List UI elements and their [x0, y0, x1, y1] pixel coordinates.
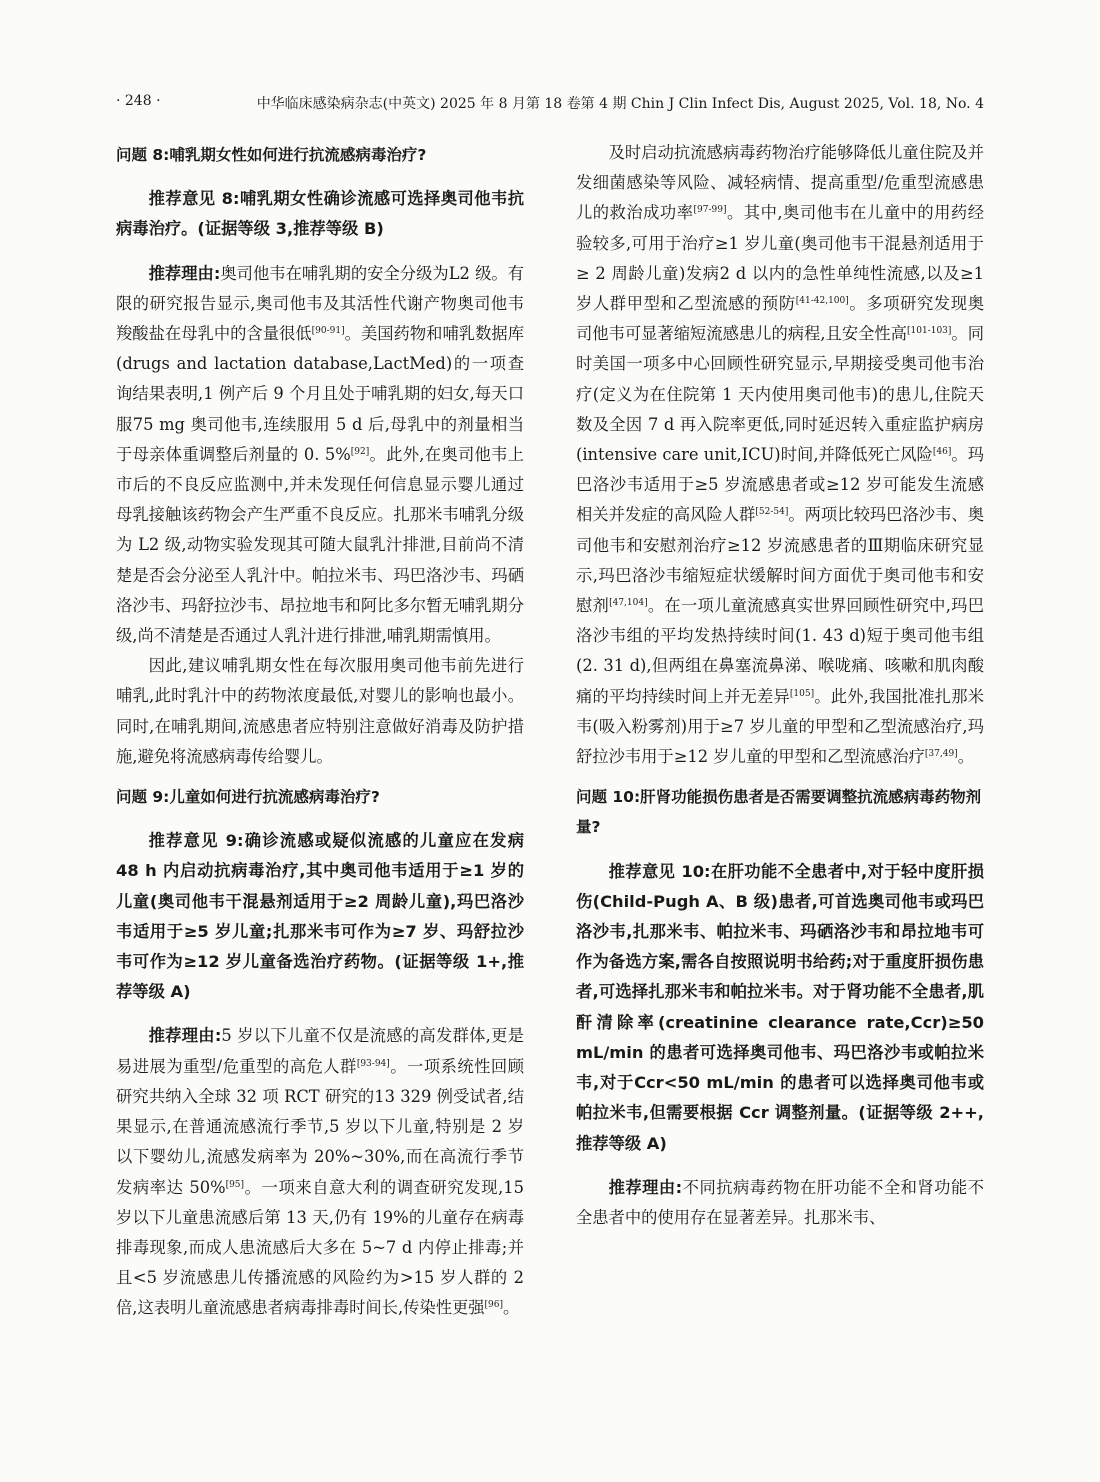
citation: [52-54]: [755, 507, 789, 518]
reason-9-text: 。一项系统性回顾研究共纳入全球 32 项 RCT 研究的13 329 例受试者,结果显示,在普通流感流行季节,5 岁以下儿童,特别是 2 岁以下婴幼儿,流感发病率为 20%~30%,而在高流行季节发病率达 50%: [116, 1056, 524, 1197]
body-text: 。玛巴洛沙韦适用于≥5 岁流感患者或≥12 岁可能发生流感相关并发症的高风险人群: [576, 445, 984, 525]
recommendation-10: 推荐意见 10:在肝功能不全患者中,对于轻中度肝损伤(Child-Pugh A、B 级)患者,可首选奥司他韦或玛巴洛沙韦,扎那米韦、帕拉米韦、玛硒洛沙韦和昂拉地韦可作为备选方案,需各自按照说明书给药;对于重度肝损伤患者,可选择扎那米韦和帕拉米韦。对于肾功能不全患者,肌酐清除率(creatinine clearance rate,Ccr)≥50 mL/min 的患者可选择奥司他韦、玛巴洛沙韦或帕拉米韦,对于Ccr<50 mL/min 的患者可以选择奥司他韦或帕拉米韦,但需要根据 Ccr 调整剂量。(证据等级 2++,推荐等级 A): [576, 861, 984, 1153]
left-column: [116, 138, 524, 1324]
right-column: [576, 138, 984, 1233]
citation: [41-42,100]: [795, 296, 849, 307]
citation: [93-94]: [356, 1058, 390, 1069]
citation: [105]: [789, 688, 815, 699]
reason-10: [576, 1173, 984, 1233]
reason-8-text: 奥司他韦在哺乳期的安全分级为L2 级。有限的研究报告显示,奥司他韦及其活性代谢产物奥司他韦羧酸盐在母乳中的含量很低: [116, 263, 524, 344]
body-text: 。多项研究发现奥司他韦可显著缩短流感患儿的病程,且安全性高: [576, 294, 984, 344]
citation: [97-99]: [693, 205, 727, 216]
citation: [47,104]: [609, 598, 648, 609]
citation: [96]: [484, 1300, 504, 1311]
body-text: 。其中,奥司他韦在儿童中的用药经验较多,可用于治疗≥1 岁儿童(奥司他韦干混悬剂适用于≥ 2 周龄儿童)发病2 d 以内的急性单纯性流感,以及≥1 岁人群甲型和乙型流感的预防: [576, 203, 984, 314]
body-text: 。两项比较玛巴洛沙韦、奥司他韦和安慰剂治疗≥12 岁流感患者的Ⅲ期临床研究显示,玛巴洛沙韦缩短症状缓解时间方面优于奥司他韦和安慰剂: [576, 505, 984, 616]
citation: [37,49]: [924, 749, 958, 760]
paragraph-8-conclusion: 因此,建议哺乳期女性在每次服用奥司他韦前先进行哺乳,此时乳汁中的药物浓度最低,对婴儿的影响也最小。同时,在哺乳期间,流感患者应特别注意做好消毒及防护措施,避免将流感病毒传给婴儿。: [116, 656, 524, 766]
body-text: 。此外,我国批准扎那米韦(吸入粉雾剂)用于≥7 岁儿童的甲型和乙型流感治疗,玛舒拉沙韦用于≥12 岁儿童的甲型和乙型流感治疗: [576, 686, 984, 767]
question-9-heading: 问题 9:儿童如何进行抗流感病毒治疗?: [116, 788, 380, 807]
citation: [92]: [350, 446, 370, 457]
reason-8-text: 。美国药物和哺乳数据库(drugs and lactation database,LactMed)的一项查询结果表明,1 例产后 9 个月且处于哺乳期的妇女,每天口服75 mg 奥司他韦,连续服用 5 d 后,母乳中的剂量相当于母亲体重调整后剂量的 0. 5%: [116, 324, 524, 464]
reason-9: [116, 1021, 524, 1323]
question-10-heading: 问题 10:肝肾功能损伤患者是否需要调整抗流感病毒药物剂量?: [576, 788, 982, 837]
journal-citation: 中华临床感染病杂志(中英文) 2025 年 8 月第 18 卷第 4 期 Chin J Clin Infect Dis, August 2025, Vol. 18, No. 4: [256, 96, 984, 112]
reason-8: [116, 259, 524, 652]
running-header: [116, 93, 984, 115]
reason-9-text: 。: [503, 1298, 520, 1318]
reason-9-text: 。一项来自意大利的调查研究发现,15 岁以下儿童患流感后第 13 天,仍有 19%的儿童存在病毒排毒现象,而成人患流感后大多在 5~7 d 内停止排毒;并且<5 岁流感患儿传播流感的风险约为>15 岁人群的 2 倍,这表明儿童流感患者病毒排毒时间长,传染性更强: [116, 1177, 524, 1318]
body-text: 及时启动抗流感病毒药物治疗能够降低儿童住院及并发细菌感染等风险、减轻病情、提高重型/危重型流感患儿的救治成功率: [576, 143, 984, 223]
question-8-heading: 问题 8:哺乳期女性如何进行抗流感病毒治疗?: [116, 146, 427, 164]
citation: [90-91]: [311, 326, 345, 337]
body-text: 。: [957, 747, 974, 767]
page-number: · 248 ·: [116, 93, 161, 109]
paragraph-9-treatment: [576, 138, 984, 772]
citation: [101-103]: [906, 326, 952, 337]
citation: [46]: [932, 447, 952, 458]
reason-label: 推荐理由:: [148, 1026, 222, 1046]
reason-10-text: 不同抗病毒药物在肝功能不全和肾功能不全患者中的使用存在显著差异。扎那米韦、: [576, 1177, 984, 1227]
citation: [95]: [225, 1179, 245, 1190]
body-text: 。在一项儿童流感真实世界回顾性研究中,玛巴洛沙韦组的平均发热持续时间(1. 43 d)短于奥司他韦组(2. 31 d),但两组在鼻塞流鼻涕、喉咙痛、咳嗽和肌肉酸痛的平均持续时间上并无差异: [576, 596, 984, 706]
reason-9-text: 5 岁以下儿童不仅是流感的高发群体,更是易进展为重型/危重型的高危人群: [116, 1026, 524, 1076]
recommendation-8: 推荐意见 8:哺乳期女性确诊流感可选择奥司他韦抗病毒治疗。(证据等级 3,推荐等级 B): [116, 189, 524, 239]
reason-label: 推荐理由:: [608, 1177, 683, 1197]
reason-label: 推荐理由:: [148, 263, 221, 283]
reason-8-text: 。此外,在奥司他韦上市后的不良反应监测中,并未发现任何信息显示婴儿通过母乳接触该药物会产生严重不良反应。扎那米韦哺乳分级为 L2 级,动物实验发现其可随大鼠乳汁排泄,目前尚不清楚是否会分泌至人乳汁中。帕拉米韦、玛巴洛沙韦、玛硒洛沙韦、玛舒拉沙韦、昂拉地韦和阿比多尔暂无哺乳期分级,尚不清楚是否通过人乳汁进行排泄,哺乳期需慎用。: [116, 444, 524, 646]
recommendation-9: 推荐意见 9:确诊流感或疑似流感的儿童应在发病 48 h 内启动抗病毒治疗,其中奥司他韦适用于≥1 岁的儿童(奥司他韦干混悬剂适用于≥2 周龄儿童),玛巴洛沙韦适用于≥5 岁儿童;扎那米韦可作为≥7 岁、玛舒拉沙韦可作为≥12 岁儿童备选治疗药物。(证据等级 1+,推荐等级 A): [116, 831, 524, 1002]
body-text: 。同时美国一项多中心回顾性研究显示,早期接受奥司他韦治疗(定义为在住院第 1 天内使用奥司他韦)的患儿,住院天数及全因 7 d 再入院率更低,同时延迟转入重症监护病房(intensive care unit,ICU)时间,并降低死亡风险: [576, 324, 984, 465]
